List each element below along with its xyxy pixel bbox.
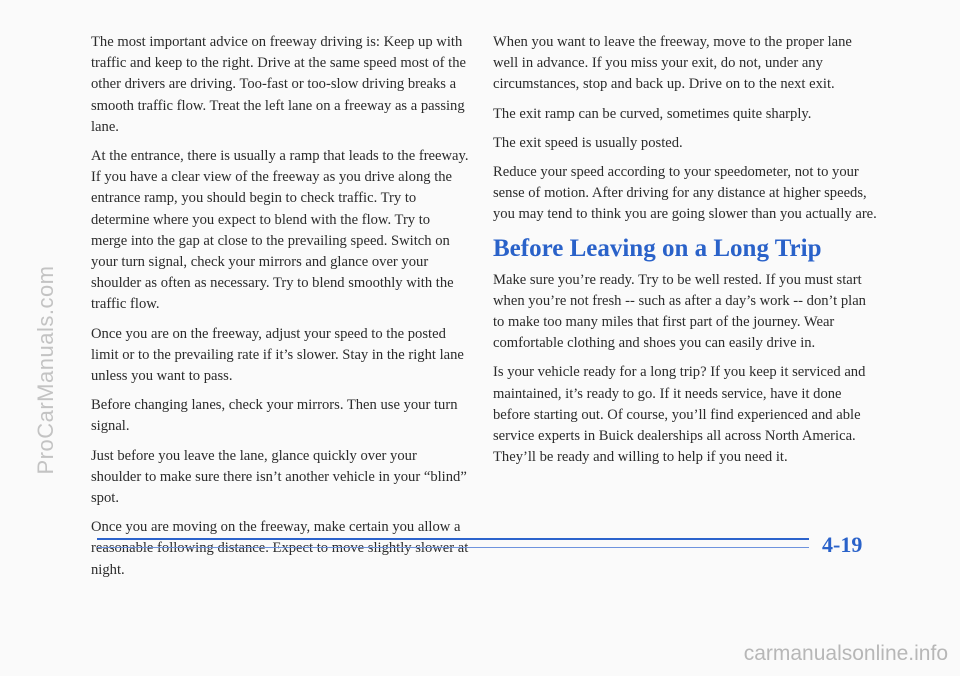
paragraph-entrance-ramp: At the entrance, there is usually a ramp that leads to the freeway. If you have a clear view of the freeway as you drive along the entrance ramp, you should begin to check traffic. Try to determine where you expect to blend with the flow. Try to merge into the gap at close to the prevailing speed. Switch on your turn signal, check your mirrors and glance over your shoulder as often as necessary. Try to blend smoothly with the traffic flow. <box>91 148 469 313</box>
page-number: 4-19 <box>822 532 863 557</box>
footer-rule-bottom <box>97 547 809 548</box>
paragraph-vehicle-ready: Is your vehicle ready for a long trip? If you keep it serviced and maintained, it’s ready to go. If it needs service, have it done before starting out. Of course, you’ll find experienced and able service experts in Buick dealerships all across North America. They’ll be ready and willing to help if you need it. <box>493 364 866 466</box>
left-column <box>91 32 469 589</box>
side-watermark: ProCarManuals.com <box>33 265 58 475</box>
footer-rule-top <box>97 538 809 540</box>
paragraph-blind-spot: Just before you leave the lane, glance quickly over your shoulder to make sure there isn’t another vehicle in your “blind” spot. <box>91 447 467 507</box>
paragraph-changing-lanes: Before changing lanes, check your mirrors. Then use your turn signal. <box>91 397 458 435</box>
footer-watermark: carmanualsonline.info <box>743 642 948 665</box>
section-heading: Before Leaving on a Long Trip <box>493 234 822 262</box>
paragraph-on-freeway: Once you are on the freeway, adjust your speed to the posted limit or to the prevailing rate if it’s slower. Stay in the right lane unless you want to pass. <box>91 325 464 385</box>
paragraph-exit-speed: The exit speed is usually posted. <box>493 134 683 151</box>
paragraph-exit-ramp: The exit ramp can be curved, sometimes quite sharply. <box>493 105 812 122</box>
paragraph-following-distance: Once you are moving on the freeway, make certain you allow a reasonable following distance. Expect to move slightly slower at night. <box>91 519 469 578</box>
paragraph-reduce-speed: Reduce your speed according to your speedometer, not to your sense of motion. After driving for any distance at higher speeds, you may tend to think you are going slower than you actually are. <box>493 164 877 223</box>
paragraph-be-ready: Make sure you’re ready. Try to be well rested. If you must start when you’re not fresh -- such as after a day’s work -- don’t plan to make too many miles that first part of the journey. Wear comfortable clothing and shoes you can easily drive in. <box>493 271 866 352</box>
paragraph-freeway-advice: The most important advice on freeway driving is: Keep up with traffic and keep to the right. Drive at the same speed most of the other drivers are driving. Too-fast or too-slow driving breaks a smooth traffic flow. Treat the left lane on a freeway as a passing lane. <box>91 34 466 135</box>
right-column <box>493 32 878 476</box>
paragraph-leaving-freeway: When you want to leave the freeway, move to the proper lane well in advance. If you miss your exit, do not, under any circumstances, stop and back up. Drive on to the next exit. <box>493 34 852 93</box>
